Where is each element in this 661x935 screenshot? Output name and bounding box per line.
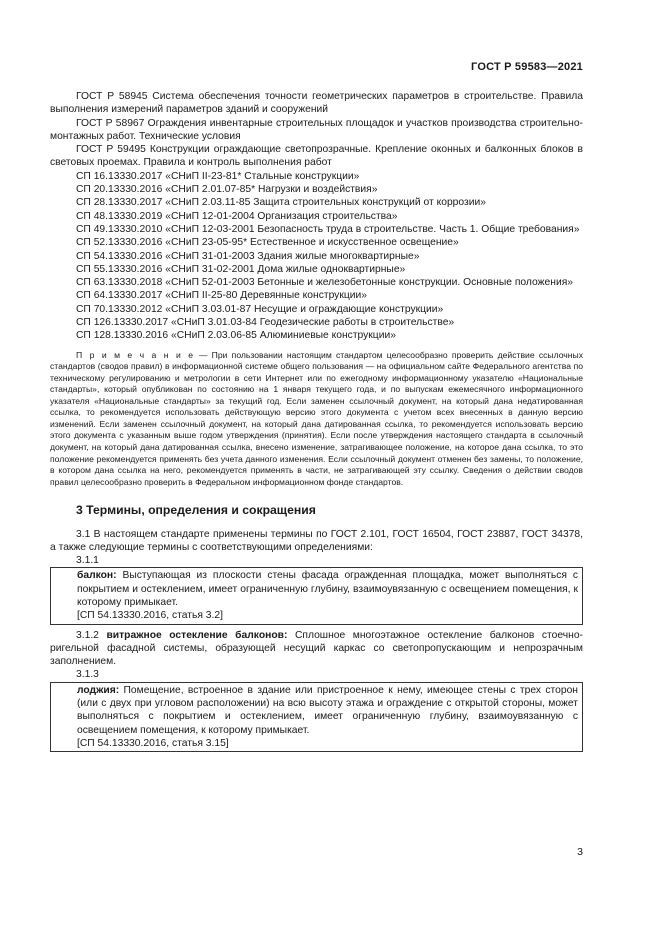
ref-sp-52: СП 52.13330.2016 «СНиП 23-05-95* Естественное и искусственное освещение»	[76, 237, 459, 249]
section-title: 3 Термины, определения и сокращения	[76, 503, 316, 518]
term-definition-balcony	[77, 569, 578, 609]
ref-sp-54: СП 54.13330.2016 «СНиП 31-01-2003 Здания жилые многоквартирные»	[76, 250, 420, 262]
ref-sp-49: СП 49.13330.2010 «СНиП 12-03-2001 Безопасность труда в строительстве. Часть 1. Общие требования»	[76, 223, 580, 235]
ref-sp-28: СП 28.13330.2017 «СНиП 2.03.11-85 Защита строительных конструкций от коррозии»	[76, 197, 486, 209]
ref-sp-63: СП 63.13330.2018 «СНиП 52-01-2003 Бетонные и железобетонные конструкции. Основные положения»	[76, 277, 573, 289]
term-name-glazing: витражное остекление балконов:	[106, 629, 288, 641]
section-intro: 3.1 В настоящем стандарте применены термины по ГОСТ 2.101, ГОСТ 16504, ГОСТ 23887, ГОСТ 34378, а также следующие термины с соответствующими определениями:	[50, 528, 583, 553]
page-number: 3	[577, 846, 583, 858]
term-source-loggia: [СП 54.13330.2016, статья 3.15]	[77, 737, 229, 749]
term-definition-loggia	[77, 684, 578, 737]
ref-sp-20: СП 20.13330.2016 «СНиП 2.01.07-85* Нагрузки и воздействия»	[76, 184, 378, 196]
ref-sp-64: СП 64.13330.2017 «СНиП II-25-80 Деревянные конструкции»	[76, 290, 367, 302]
ref-gost-59495: ГОСТ Р 59495 Конструкции ограждающие светопрозрачные. Крепление оконных и балконных блоков в световых проемах. Правила и контроль выполнения работ	[50, 144, 583, 169]
ref-sp-126: СП 126.13330.2017 «СНиП 3.01.03-84 Геодезические работы в строительстве»	[76, 317, 455, 329]
term-definition-glazing	[50, 629, 583, 669]
document-header: ГОСТ Р 59583—2021	[471, 61, 583, 73]
term-number-3-1-1: 3.1.1	[76, 555, 99, 567]
term-number-3-1-3: 3.1.3	[76, 669, 99, 681]
term-name-balcony: балкон:	[77, 570, 117, 582]
ref-gost-58967: ГОСТ Р 58967 Ограждения инвентарные строительных площадок и участков производства строительно-монтажных работ. Технические условия	[50, 117, 583, 142]
ref-sp-55: СП 55.13330.2016 «СНиП 31-02-2001 Дома жилые одноквартирные»	[76, 263, 406, 275]
term-box-loggia	[50, 682, 583, 752]
term-text-loggia: Помещение, встроенное в здание или пристроенное к нему, имеющее стены с трех сторон (или с двух при угловом расположении) на всю высоту этажа и ограждение с открытой стороны, может выполняться с покрытием и остеклением, имеет ограниченную глубину, взаимоувязанную с освещением помещения, к которому примыкает.	[77, 684, 578, 736]
term-number-3-1-2: 3.1.2	[76, 629, 99, 641]
ref-sp-70: СП 70.13330.2012 «СНиП 3.03.01-87 Несущие и ограждающие конструкции»	[76, 303, 444, 315]
note-text: — При пользовании настоящим стандартом целесообразно проверить действие ссылочных стандартов (сводов правил) в информационной системе общего пользования — на официальном сайте Федерального агентства по техническому регулированию и метрологии в сети Интернет или по ежегодному информационному указателю «Национальные стандарты», который опубликован по состоянию на 1 января текущего года, и по выпускам ежемесячного информационного указателя «Национальные стандарты» за текущий год. Если заменен ссылочный документ, на который дана недатированная ссылка, то рекомендуется использовать действующую версию этого документа с учетом всех внесенных в данную версию изменений. Если заменен ссылочный документ, на который дана датированная ссылка, то рекомендуется использовать версию этого документа с указанным выше годом утверждения (принятия). Если после утверждения настоящего стандарта в ссылочный документ, на который дана датированная ссылка, внесено изменение, затрагивающее положение, на которое дана ссылка, то это положение рекомендуется применять без учета данного изменения. Если ссылочный документ отменен без замены, то положение, в котором дана ссылка на него, рекомендуется применять в части, не затрагивающей эту ссылку. Сведения о действии сводов правил целесообразно проверить в Федеральном информационном фонде стандартов.	[50, 349, 584, 487]
term-text-balcony: Выступающая из плоскости стены фасада огражденная площадка, может выполняться с покрытием и остеклением, имеет ограниченную глубину, взаимоувязанную с освещением помещения, к которому примыкает.	[77, 570, 578, 608]
note-label: П р и м е ч а н и е	[76, 349, 195, 360]
term-source-balcony: [СП 54.13330.2016, статья 3.2]	[77, 610, 223, 622]
term-text-glazing: Сплошное многоэтажное остекление балконов стоечно-ригельной фасадной системы, образующей несущий каркас со светопропускающим и непрозрачным заполнением.	[50, 629, 583, 668]
term-name-loggia: лоджия:	[77, 684, 120, 696]
term-box-balcony	[50, 567, 583, 624]
page-body	[50, 90, 583, 752]
ref-sp-128: СП 128.13330.2016 «СНиП 2.03.06-85 Алюминиевые конструкции»	[76, 330, 396, 342]
note-paragraph	[50, 350, 583, 489]
ref-sp-48: СП 48.13330.2019 «СНиП 12-01-2004 Организация строительства»	[76, 210, 398, 222]
ref-gost-58945: ГОСТ Р 58945 Система обеспечения точности геометрических параметров в строительстве. Правила выполнения измерений параметров зданий и сооружений	[50, 91, 583, 116]
ref-sp-16: СП 16.13330.2017 «СНиП II-23-81* Стальные конструкции»	[76, 170, 360, 182]
